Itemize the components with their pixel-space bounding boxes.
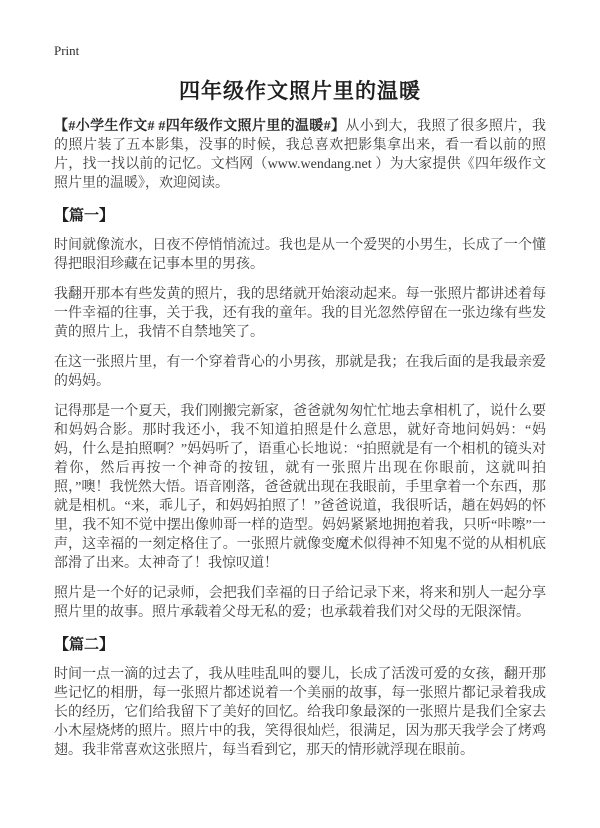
paragraph-3: 在这一张照片里，有一个穿着背心的小男孩，那就是我；在我后面的是我最亲爱的妈妈。 [54,355,546,389]
paragraph-4: 记得那是一个夏天，我们刚搬完新家，爸爸就匆匆忙忙地去拿相机了，说什么要和妈妈合影。那时我还小，我不知道拍照是什么意思，就好奇地问妈妈：“妈妈，什么是拍照啊？”妈妈听了，语重心长地说：“拍照就是有一个相机的镜头对着你，然后再按一个神奇的按钮，就有一张照片出现在你眼前，这就叫拍照，”噢！我恍然大悟。语音刚落，爸爸就出现在我眼前，手里拿着一个东西，那就是相机。“来，乖儿子，和妈妈拍照了！”爸爸说道，我很听话，趟在妈妈的怀里，我不知不觉中摆出像帅哥一样的造型。妈妈紧紧地拥抱着我，只听“咔嚓”一声，这幸福的一刻定格住了。一张照片就像变魔术似得神不知鬼不觉的从相机底部滑了出来。太神奇了！我惊叹道！ [54,404,546,571]
page-title: 四年级作文照片里的温暖 [179,79,421,103]
section-heading-pian-1: 【篇一】 [54,208,115,224]
paragraph-5: 照片是一个好的记录师，会把我们幸福的日子给记录下来，将来和别人一起分享照片里的故事。照片承载着父母无私的爱；也承载着我们对父母的无限深情。 [54,586,546,620]
paragraph-6: 时间一点一滴的过去了，我从哇哇乱叫的婴儿，长成了活泼可爱的女孩，翻开那些记忆的相册，每一张照片都述说着一个美丽的故事，每一张照片都记录着我成长的经历，它们给我留下了美好的回忆。给我印象最深的一张照片是我们全家去小木屋烧烤的照片。照片中的我，笑得很灿烂，很满足，因为那天我学会了烤鸡翅。我非常喜欢这张照片，每当看到它，那天的情形就浮现在眼前。 [54,667,546,758]
print-link[interactable]: Print [54,43,80,58]
intro-paragraph [54,117,546,193]
paragraph-1: 时间就像流水，日夜不停悄悄流过。我也是从一个爱哭的小男生，长成了一个懂得把眼泪珍藏在记事本里的男孩。 [54,238,546,272]
intro-text: 从小到大，我照了很多照片，我的照片装了五本影集，没事的时候，我总喜欢把影集拿出来，看一看以前的照片，找一找以前的记忆。文档网（www.wendang.net ）为大家提供《四年级作文照片里的温暖》，欢迎阅读。 [54,119,547,191]
paragraph-2: 我翻开那本有些发黄的照片，我的思绪就开始滚动起来。每一张照片都讲述着每一件幸福的往事，关于我，还有我的童年。我的目光忽然停留在一张边缘有些发黄的照片上，我情不自禁地笑了。 [54,287,546,340]
section-heading-pian-2: 【篇二】 [54,637,115,653]
intro-hashtags: 【#小学生作文# #四年级作文照片里的温暖#】 [54,119,346,134]
document-content [54,117,546,760]
